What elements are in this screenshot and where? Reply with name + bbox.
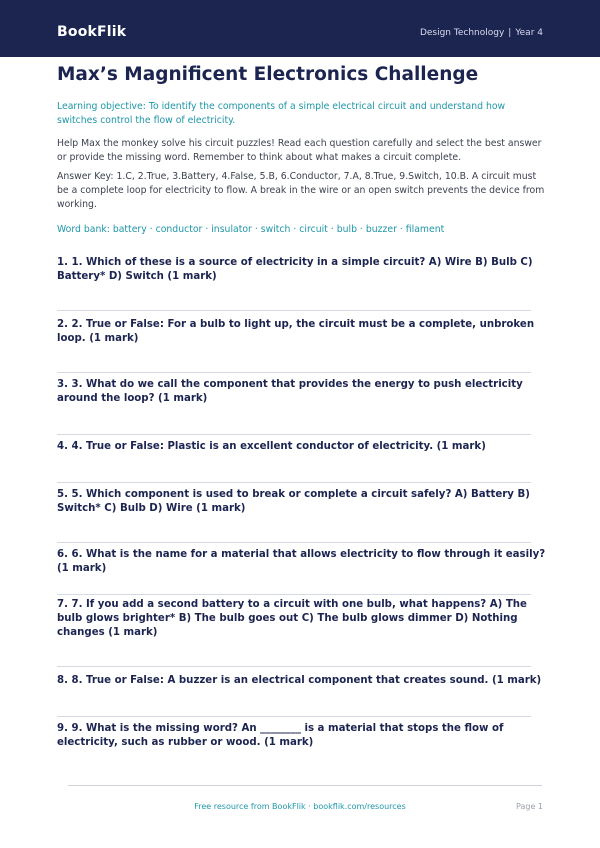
question-9: 9. 9. What is the missing word? An ________ is a material that stops the flow of electricity, such as rubber or wood. (1 mark) — [57, 723, 504, 748]
question-8: 8. 8. True or False: A buzzer is an electrical component that creates sound. (1 mark) — [57, 675, 542, 686]
question-1: 1. 1. Which of these is a source of electricity in a simple circuit? A) Wire B) Bulb C) Battery* D) Switch (1 mark) — [57, 257, 533, 282]
question-4: 4. 4. True or False: Plastic is an excellent conductor of electricity. (1 mark) — [57, 441, 486, 452]
footer-divider — [68, 785, 542, 786]
answer-line-7[interactable] — [57, 666, 531, 667]
answer-line-6[interactable] — [57, 594, 531, 595]
answer-line-4[interactable] — [57, 482, 531, 483]
answer-line-1[interactable] — [57, 310, 531, 311]
year-label: Year 4 — [515, 28, 543, 38]
question-5: 5. 5. Which component is used to break or complete a circuit safely? A) Battery B) Switch* C) Bulb D) Wire (1 mark) — [57, 489, 530, 514]
answer-line-2[interactable] — [57, 372, 531, 373]
footer-link-text[interactable]: Free resource from BookFlik · bookflik.com/resources — [194, 802, 406, 811]
page-title: Max’s Magnificent Electronics Challenge — [57, 64, 479, 85]
question-6: 6. 6. What is the name for a material that allows electricity to flow through it easily? (1 mark) — [57, 549, 546, 574]
learning-objective: Learning objective: To identify the components of a simple electrical circuit and understand how switches control the flow of electricity. — [57, 101, 506, 126]
question-2: 2. 2. True or False: For a bulb to light up, the circuit must be a complete, unbroken loop. (1 mark) — [57, 319, 535, 344]
intro-text: Help Max the monkey solve his circuit puzzles! Read each question carefully and select the best answer or provide the missing word. Remember to think about what makes a circuit complete. — [57, 138, 542, 163]
subject-year-label — [420, 28, 543, 38]
answer-line-3[interactable] — [57, 434, 531, 435]
answer-line-8[interactable] — [57, 716, 531, 717]
subject-label: Design Technology — [419, 28, 505, 38]
page-number: Page 1 — [516, 802, 543, 811]
question-3: 3. 3. What do we call the component that provides the energy to push electricity around the loop? (1 mark) — [57, 379, 523, 404]
question-7: 7. 7. If you add a second battery to a circuit with one bulb, what happens? A) The bulb glows brighter* B) The bulb goes out C) The bulb glows dimmer D) Nothing changes (1 mark) — [57, 599, 527, 638]
answer-key: Answer Key: 1.C, 2.True, 3.Battery, 4.False, 5.B, 6.Conductor, 7.A, 8.True, 9.Switch, 10.B. A circuit must be a complete loop for electricity to flow. A break in the wire or an open switch prevents the device from working. — [57, 171, 545, 210]
header-separator: | — [508, 28, 512, 38]
answer-line-5[interactable] — [57, 542, 531, 543]
word-bank: Word bank: battery · conductor · insulator · switch · circuit · bulb · buzzer · filament — [57, 224, 445, 235]
brand-logo: BookFlik — [57, 24, 127, 40]
header-bar — [0, 0, 600, 57]
